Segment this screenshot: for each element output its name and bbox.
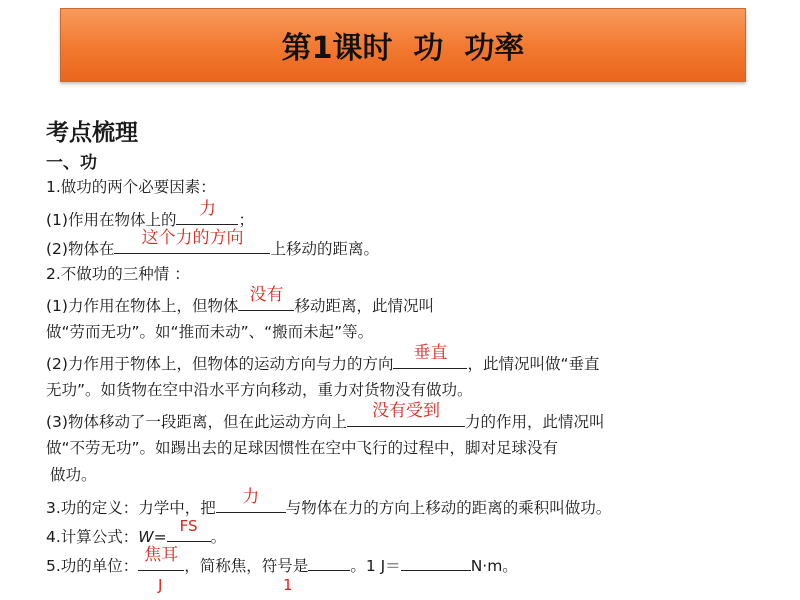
q1b-prefix: (2)物体在 xyxy=(46,240,115,258)
q2a-line2: 做“劳而无功”。如“推而未动”、“搬而未起”等。 xyxy=(46,323,374,341)
q2a-blank xyxy=(238,285,294,311)
q2b-suffix: ，此情况叫做“垂直 xyxy=(467,355,600,373)
q4-answer: FS xyxy=(179,517,198,535)
q2a-line xyxy=(46,285,434,316)
q3-line xyxy=(46,487,612,518)
q1a-line xyxy=(46,199,254,230)
q2c-blank xyxy=(347,401,465,427)
q1b-suffix: 上移动的距离。 xyxy=(270,240,379,258)
q2c-line2: 做“不劳无功”。如踢出去的足球因惯性在空中飞行的过程中，脚对足球没有 xyxy=(46,439,559,457)
q2c-line3: 做功。 xyxy=(50,466,97,484)
q3-suffix: 与物体在力的方向上移动的距离的乘积叫做功。 xyxy=(285,499,612,517)
q1b-line xyxy=(46,228,379,259)
q5-mid: ，简称焦，符号是 xyxy=(184,557,309,575)
q5-answer-value: 1 xyxy=(283,576,293,594)
q3-prefix: 3.功的定义：力学中，把 xyxy=(46,499,216,517)
q2c-line xyxy=(46,401,605,432)
q5-blank-3 xyxy=(401,552,471,571)
slide-title: 第1课时 功 功率 xyxy=(281,31,525,66)
q4-equals: = xyxy=(153,528,167,546)
q1-intro: 1.做功的两个必要因素： xyxy=(46,178,216,196)
q1a-suffix: ； xyxy=(238,211,254,229)
q2b-blank xyxy=(393,343,467,369)
q5-suffix: N·m。 xyxy=(470,557,518,575)
q1b-blank xyxy=(114,228,270,254)
q2c-suffix: 力的作用，此情况叫 xyxy=(464,413,605,431)
q5-blank-1 xyxy=(138,545,184,571)
q4-suffix: 。 xyxy=(210,528,227,546)
q2c-prefix: (3)物体移动了一段距离，但在此运动方向上 xyxy=(46,413,347,431)
q5-prefix: 5.功的单位： xyxy=(46,557,139,575)
title-banner xyxy=(60,8,746,82)
q4-variable: W xyxy=(138,528,154,546)
q5-answer-symbol: J xyxy=(158,576,163,594)
q2b-line2: 无功”。如货物在空中沿水平方向移动，重力对货物没有做功。 xyxy=(46,381,473,399)
q1a-blank xyxy=(176,199,238,225)
q3-answer: 力 xyxy=(242,487,260,507)
q4-prefix: 4.计算公式： xyxy=(46,528,139,546)
q2a-suffix: 移动距离，此情况叫 xyxy=(294,297,434,315)
q4-blank xyxy=(167,517,211,542)
q2b-prefix: (2)力作用于物体上，但物体的运动方向与力的方向 xyxy=(46,355,394,373)
q1a-answer: 力 xyxy=(198,199,216,219)
q2a-prefix: (1)力作用在物体上，但物体 xyxy=(46,297,239,315)
q3-blank xyxy=(216,487,286,513)
q2b-line xyxy=(46,343,600,374)
q5-answer-1: 焦耳 xyxy=(144,545,179,565)
q5-line xyxy=(46,545,518,576)
q2b-answer: 垂直 xyxy=(413,343,448,363)
q2a-answer: 没有 xyxy=(249,285,284,305)
section-heading: 考点梳理 xyxy=(46,120,138,146)
q2-intro: 2.不做功的三种情 ： xyxy=(46,265,190,283)
q5-mid2: 。1 J＝ xyxy=(350,557,401,575)
q5-blank-2 xyxy=(308,552,350,571)
q2c-answer: 没有受到 xyxy=(371,401,440,421)
q1a-prefix: (1)作用在物体上的 xyxy=(46,211,177,229)
q4-line xyxy=(46,517,227,547)
q1b-answer: 这个力的方向 xyxy=(141,228,244,248)
subsection-heading: 一、功 xyxy=(46,153,97,173)
